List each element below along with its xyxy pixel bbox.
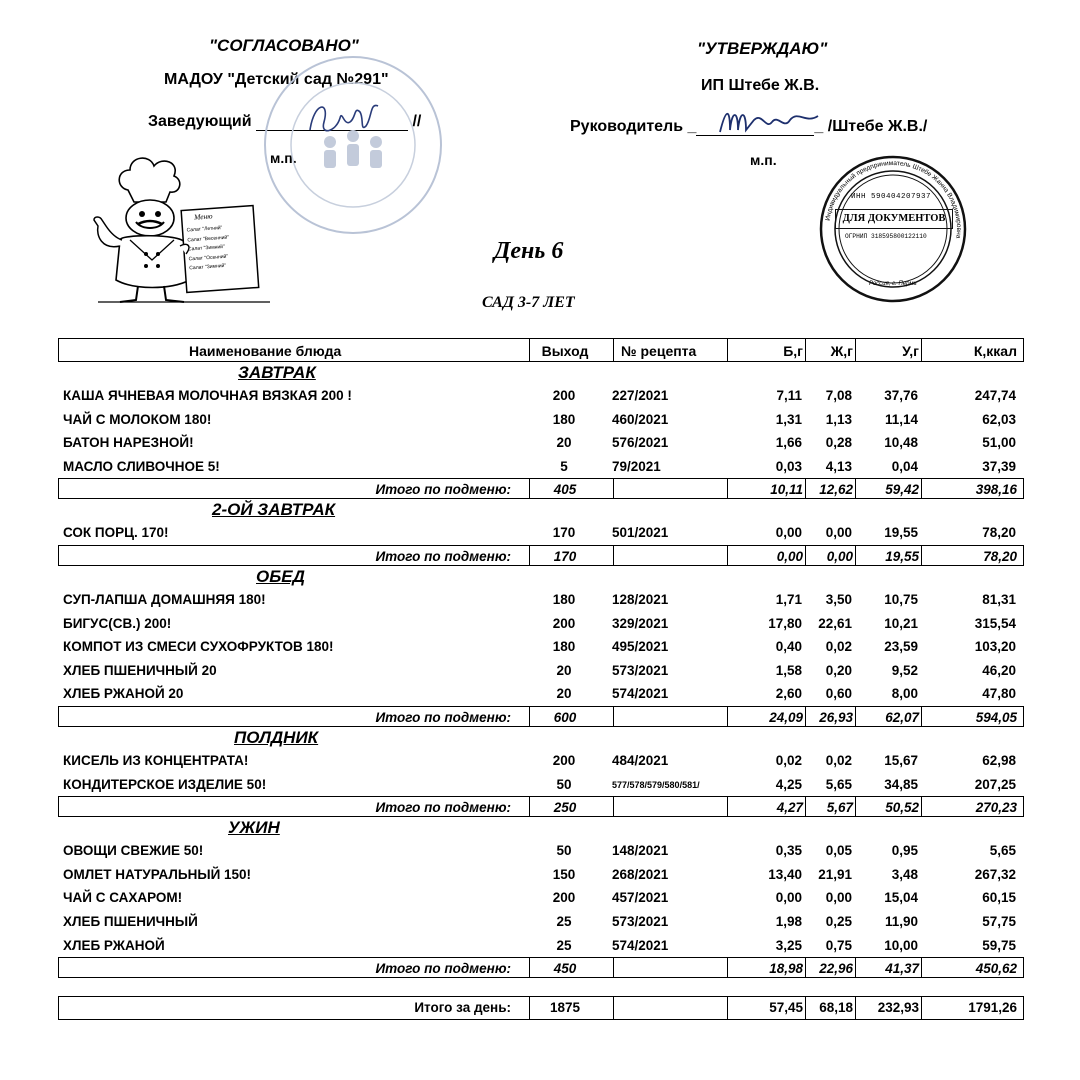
dish-recipe: 495/2021 [612,639,669,655]
day-total-kcal: 1791,26 [968,1000,1017,1016]
dish-name: БАТОН НАРЕЗНОЙ! [63,435,194,451]
dish-recipe: 573/2021 [612,913,669,929]
dish-name: ЧАЙ С МОЛОКОМ 180! [63,411,212,427]
column-divider [613,546,614,565]
dish-fat: 21,91 [818,866,852,882]
right-position: Руководитель _ [570,118,697,135]
dish-name: МАСЛО СЛИВОЧНОЕ 5! [63,458,220,474]
right-stamp [817,153,969,305]
dish-kcal: 247,74 [974,388,1016,403]
table-row [58,521,1024,545]
table-row [58,863,1024,887]
dish-protein: 3,25 [775,937,802,953]
table-row [58,934,1024,958]
column-divider [613,707,614,726]
subtotal-row [58,957,1024,978]
column-divider [613,958,614,977]
table-row [58,682,1024,706]
subtotal-kcal: 78,20 [983,548,1017,564]
left-stamp-faded [258,50,448,240]
section-heading [58,499,1024,521]
dish-recipe: 79/2021 [612,458,661,474]
dish-kcal: 37,39 [982,458,1016,474]
dish-output: 180 [552,639,576,655]
dish-output: 5 [560,458,568,474]
section-title: 2-ОЙ ЗАВТРАК [212,500,336,520]
dish-carbs: 8,00 [891,686,918,702]
dish-protein: 4,25 [775,776,802,792]
dish-carbs: 10,48 [884,435,918,451]
dish-carbs: 0,95 [891,843,918,859]
dish-fat: 0,00 [825,525,852,541]
menu-table [58,338,1024,1020]
dish-protein: 0,40 [775,639,802,655]
dish-name: КОНДИТЕРСКОЕ ИЗДЕЛИЕ 50! [63,776,267,792]
subtotal-output: 405 [553,482,577,498]
subtotal-kcal: 594,05 [975,709,1017,725]
dish-kcal: 47,80 [982,686,1016,702]
dish-recipe: 577/578/579/580/581/ [612,779,700,790]
table-row [58,749,1024,773]
dish-kcal: 267,32 [974,866,1016,882]
section-heading [58,817,1024,839]
subtotal-fat: 22,96 [819,961,853,977]
dish-kcal: 51,00 [982,435,1016,451]
menu-card-line: Салат "Весенний" [187,234,230,243]
header-protein: Б,г [783,343,803,359]
dish-output: 25 [556,913,572,929]
menu-card-line: Салат "Зимний" [189,262,227,272]
right-signature [714,102,824,142]
dish-output: 200 [552,752,576,768]
dish-fat: 0,02 [825,752,852,768]
dish-recipe: 501/2021 [612,525,669,541]
table-row [58,408,1024,432]
subtotal-protein: 10,11 [770,482,803,498]
subtotal-protein: 0,00 [776,548,803,564]
column-divider [613,339,614,361]
subtotal-carbs: 19,55 [885,548,919,564]
column-divider [613,479,614,498]
dish-protein: 2,60 [775,686,802,702]
chef-illustration [80,150,280,310]
dish-fat: 0,02 [825,639,852,655]
header-output: Выход [541,343,589,359]
stamp-ring-label: Индивидуальный предприниматель Штебе Жанна Владимировна [824,159,963,239]
dish-recipe: 573/2021 [612,662,669,678]
subtotal-carbs: 41,37 [885,961,919,977]
dish-recipe: 460/2021 [612,411,669,427]
dish-kcal: 78,20 [982,525,1016,541]
dish-protein: 7,11 [776,388,802,403]
table-row [58,659,1024,683]
dish-fat: 0,75 [825,937,852,953]
dish-protein: 0,00 [775,525,802,541]
dish-carbs: 37,76 [884,388,918,403]
dish-recipe: 574/2021 [612,686,669,702]
subtotal-protein: 18,98 [769,961,803,977]
dish-recipe: 576/2021 [612,435,669,451]
dish-carbs: 10,00 [884,937,918,953]
left-slash: // [412,113,422,130]
right-org-name: ИП Штебе Ж.В. [701,77,820,94]
dish-protein: 1,98 [775,913,802,929]
subtotal-label: Итого по подменю: [375,961,511,977]
dish-carbs: 34,85 [884,776,918,792]
dish-name: ЧАЙ С САХАРОМ! [63,890,183,906]
dish-output: 150 [552,866,576,882]
dish-name: ХЛЕБ РЖАНОЙ 20 [63,686,184,702]
day-title: День 6 [494,238,564,264]
left-mp: м.п. [270,150,297,166]
right-mp: м.п. [750,152,777,168]
subtotal-label: Итого по подменю: [375,548,511,564]
header-kcal: К,ккал [973,343,1017,359]
approve-heading: "УТВЕРЖДАЮ" [697,39,828,58]
table-row [58,588,1024,612]
svg-text:Индивидуальный предприниматель [825,160,962,239]
table-row [58,431,1024,455]
dish-carbs: 11,14 [884,411,918,427]
right-name: _ /Штебе Ж.В./ [814,118,928,135]
header-recipe: № рецепта [621,343,697,359]
menu-card-title: Меню [193,211,213,222]
table-row [58,886,1024,910]
dish-protein: 17,80 [768,615,802,631]
dish-name: КОМПОТ ИЗ СМЕСИ СУХОФРУКТОВ 180! [63,639,334,655]
subtotal-kcal: 450,62 [975,961,1017,977]
day-total-row [58,996,1024,1020]
dish-fat: 3,50 [825,591,852,607]
column-divider [613,997,614,1019]
section-heading [58,566,1024,588]
dish-output: 180 [552,591,576,607]
dish-recipe: 227/2021 [612,388,669,403]
stamp-docs: ДЛЯ ДОКУМЕНТОВ [835,209,953,229]
dish-fat: 0,25 [825,913,852,929]
stamp-ogrn: ОГРНИП 318595800122110 [845,233,927,240]
dish-name: ОМЛЕТ НАТУРАЛЬНЫЙ 150! [63,866,252,882]
dish-output: 180 [552,411,576,427]
dish-name: ХЛЕБ РЖАНОЙ [63,937,165,953]
dish-output: 20 [556,686,572,702]
day-total-carbs: 232,93 [877,1000,919,1016]
menu-card-line: Салат "Осенний" [188,253,229,262]
table-row [58,455,1024,479]
section-title: ПОЛДНИК [234,727,319,747]
dish-output: 50 [556,843,572,859]
subtotal-row [58,478,1024,499]
left-org-name: МАДОУ "Детский сад №291" [164,71,389,88]
subtotal-fat: 5,67 [826,800,853,816]
dish-protein: 1,58 [775,662,802,678]
column-divider [613,797,614,816]
dish-name: КАША ЯЧНЕВАЯ МОЛОЧНАЯ ВЯЗКАЯ 200 ! [63,388,352,403]
table-row [58,910,1024,934]
table-header [58,338,1024,362]
left-position: Заведующий [148,113,252,130]
menu-card-lines [186,224,231,274]
dish-output: 20 [556,662,572,678]
day-total-fat: 68,18 [819,1000,853,1016]
dish-fat: 5,65 [825,776,852,792]
dish-protein: 1,66 [775,435,802,451]
dish-protein: 13,40 [768,866,802,882]
dish-name: СУП-ЛАПША ДОМАШНЯЯ 180! [63,591,266,607]
day-total-output: 1875 [549,1000,581,1016]
stamp-inn: ИНН 590404207937 [851,193,932,201]
dish-fat: 22,61 [818,615,852,631]
dish-recipe: 457/2021 [612,890,669,906]
dish-fat: 7,08 [825,388,852,403]
section-heading [58,362,1024,384]
dish-fat: 0,05 [825,843,852,859]
table-row [58,384,1024,408]
table-row [58,635,1024,659]
dish-kcal: 57,75 [982,913,1016,929]
dish-output: 200 [552,890,576,906]
dish-kcal: 315,54 [974,615,1016,631]
subtotal-carbs: 50,52 [885,800,919,816]
subtotal-output: 600 [553,709,577,725]
dish-carbs: 3,48 [891,866,918,882]
dish-fat: 0,28 [825,435,852,451]
section-title: УЖИН [228,818,280,838]
dish-kcal: 103,20 [974,639,1016,655]
dish-output: 25 [556,937,572,953]
header-name: Наименование блюда [189,343,342,359]
day-total-protein: 57,45 [769,1000,803,1016]
dish-protein: 0,00 [775,890,802,906]
subtotal-output: 170 [553,548,577,564]
dish-carbs: 10,21 [884,615,918,631]
agreed-heading: "СОГЛАСОВАНО" [209,36,359,55]
subtotal-fat: 26,93 [819,709,853,725]
dish-kcal: 62,98 [982,752,1016,768]
dish-output: 170 [552,525,576,541]
dish-fat: 4,13 [825,458,852,474]
dish-output: 200 [552,388,576,403]
table-row [58,773,1024,797]
dish-kcal: 81,31 [982,591,1016,607]
dish-recipe: 148/2021 [612,843,669,859]
dish-name: СОК ПОРЦ. 170! [63,525,169,541]
dish-recipe: 574/2021 [612,937,669,953]
table-row [58,612,1024,636]
dish-carbs: 15,04 [884,890,918,906]
dish-output: 200 [552,615,576,631]
subtotal-fat: 12,62 [819,482,853,498]
section-title: ЗАВТРАК [238,363,316,382]
subtotal-carbs: 62,07 [885,709,919,725]
dish-fat: 0,00 [825,890,852,906]
dish-carbs: 10,75 [884,591,918,607]
subtotal-kcal: 398,16 [975,482,1017,498]
left-signature [300,92,390,142]
subtotal-protein: 24,09 [769,709,803,725]
dish-fat: 0,60 [825,686,852,702]
dish-carbs: 19,55 [884,525,918,541]
menu-card-line: Салат "Зимний" [187,243,225,253]
dish-kcal: 60,15 [982,890,1016,906]
subtotal-output: 450 [553,961,577,977]
table-spacer [58,978,1024,996]
dish-carbs: 0,04 [891,458,918,474]
dish-recipe: 484/2021 [612,752,669,768]
dish-name: КИСЕЛЬ ИЗ КОНЦЕНТРАТА! [63,752,249,768]
dish-carbs: 9,52 [891,662,918,678]
dish-protein: 0,35 [775,843,802,859]
dish-carbs: 15,67 [884,752,918,768]
subtotal-label: Итого по подменю: [375,482,511,498]
subtotal-kcal: 270,23 [975,800,1017,816]
dish-output: 20 [556,435,572,451]
dish-protein: 1,71 [775,591,802,607]
dish-fat: 1,13 [825,411,852,427]
stamp-city: Россия, г. Пермь [869,281,917,287]
dish-protein: 0,03 [775,458,802,474]
dish-kcal: 46,20 [982,662,1016,678]
day-total-label: Итого за день: [414,1000,511,1016]
subtotal-protein: 4,27 [776,800,803,816]
dish-recipe: 268/2021 [612,866,669,882]
subtotal-carbs: 59,42 [885,482,919,498]
dish-protein: 0,02 [775,752,802,768]
table-row [58,839,1024,863]
header-fat: Ж,г [830,343,853,359]
dish-recipe: 329/2021 [612,615,669,631]
stamp-ring-text [817,153,969,305]
subtotal-row [58,706,1024,727]
dish-fat: 0,20 [825,662,852,678]
dish-kcal: 62,03 [982,411,1016,427]
dish-recipe: 128/2021 [612,591,669,607]
dish-name: ХЛЕБ ПШЕНИЧНЫЙ 20 [63,662,217,678]
age-subtitle: САД 3-7 ЛЕТ [482,294,575,311]
dish-kcal: 5,65 [989,843,1016,859]
header-carbs: У,г [902,343,919,359]
dish-name: БИГУС(СВ.) 200! [63,615,172,631]
section-title: ОБЕД [256,566,305,586]
subtotal-fat: 0,00 [826,548,853,564]
subtotal-output: 250 [553,800,577,816]
subtotal-label: Итого по подменю: [375,800,511,816]
dish-carbs: 11,90 [884,913,918,929]
menu-card-line: Салат "Летний" [186,225,223,234]
dish-carbs: 23,59 [884,639,918,655]
section-heading [58,727,1024,749]
subtotal-row [58,545,1024,566]
dish-kcal: 207,25 [974,776,1016,792]
subtotal-row [58,796,1024,817]
subtotal-label: Итого по подменю: [375,709,511,725]
dish-output: 50 [556,776,572,792]
dish-name: ХЛЕБ ПШЕНИЧНЫЙ [63,913,198,929]
dish-name: ОВОЩИ СВЕЖИЕ 50! [63,843,204,859]
dish-kcal: 59,75 [982,937,1016,953]
dish-protein: 1,31 [775,411,802,427]
